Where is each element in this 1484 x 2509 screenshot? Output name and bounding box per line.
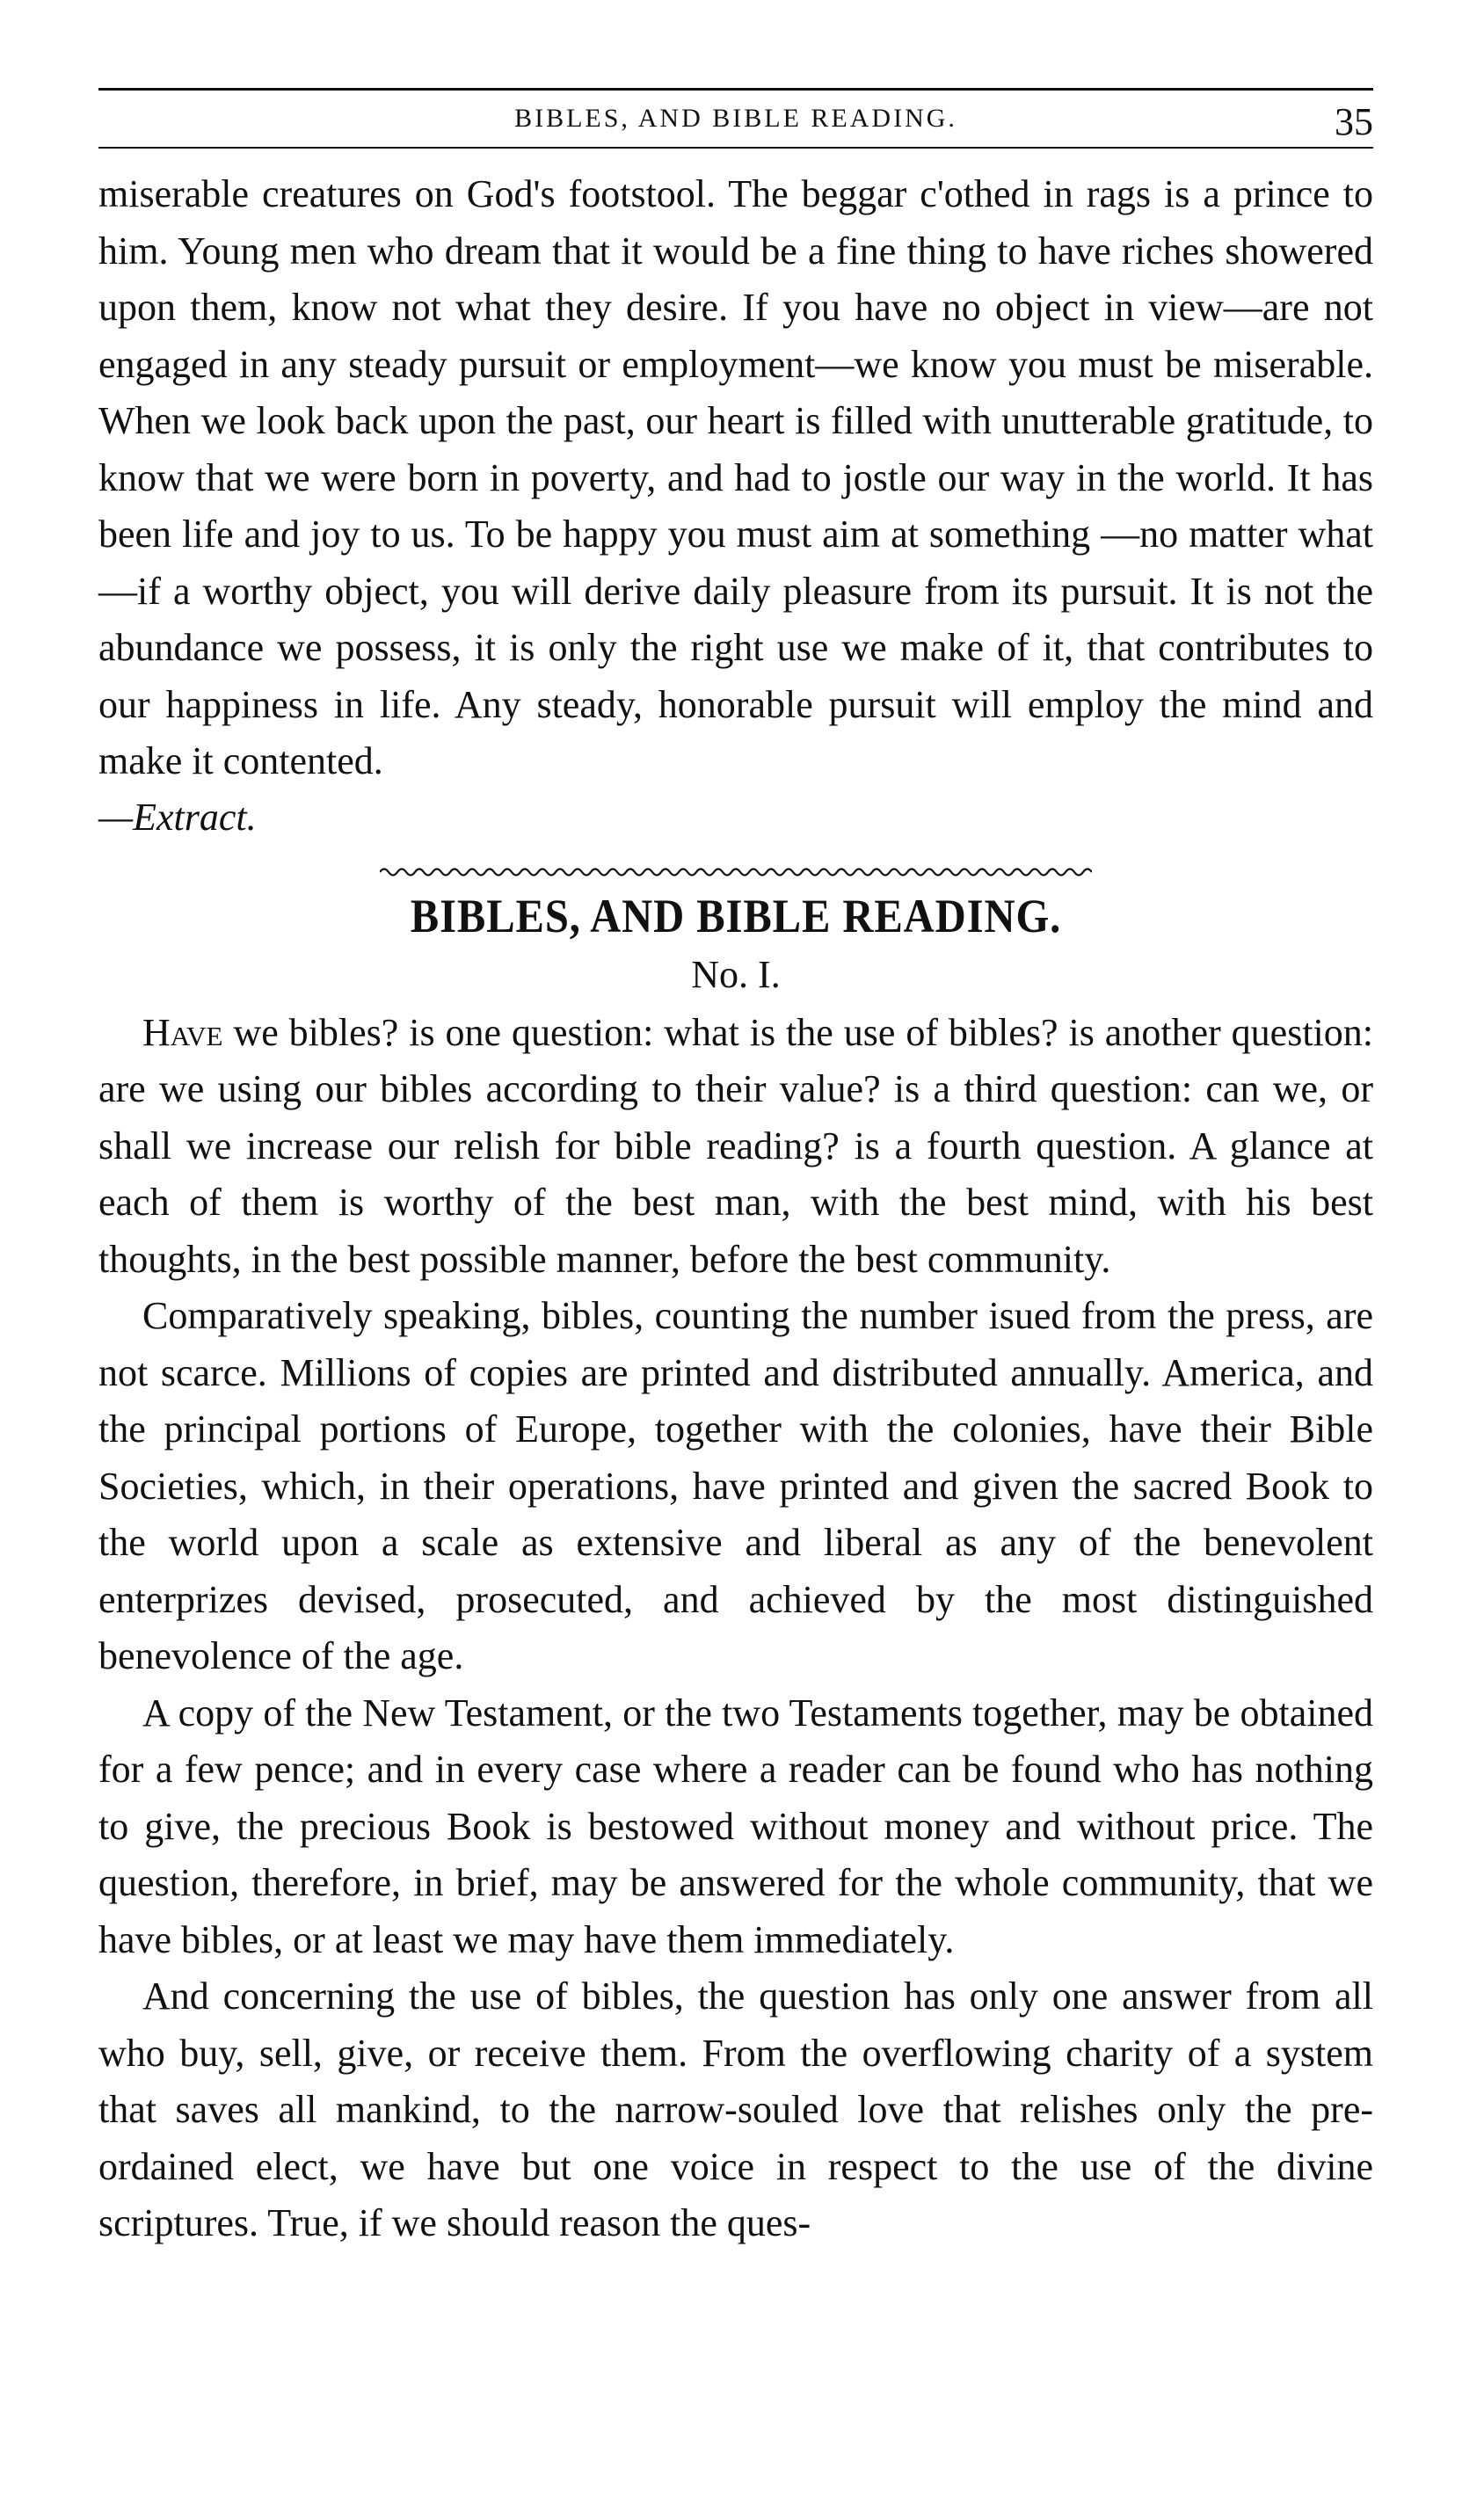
article-title: BIBLES, AND BIBLE READING. xyxy=(410,889,1062,942)
drop-word: Have xyxy=(142,1010,223,1054)
article-paragraph-2: Comparatively speaking, bibles, counting the number isued from the press, are not scarce. Millions of copies are printed and distributed annually. America, and the principal portions of Europe, together with the colonies, have their Bible Societies, which, in their operations, have printed and given the sacred Book to the world upon a scale as extensive and liberal as any of the benevolent enterprizes devised, prosecuted, and achieved by the most distinguished benevolence of the age. xyxy=(98,1294,1373,1677)
article-paragraph-1-text: we bibles? is one question: what is the use of bibles? is another question: are we using our bibles according to their value? is a third question: can we, or shall we increase our relish for bible reading? is a fourth question. A glance at each of them is worthy of the best man, with the best mind, with his best thoughts, in the best possible manner, before the best community. xyxy=(98,1010,1373,1281)
page-number: 35 xyxy=(1335,100,1373,143)
attribution: —Extract. xyxy=(98,795,257,839)
article-paragraph-3: A copy of the New Testament, or the two Testaments together, may be obtained for a few pence; and in every case where a reader can be found who has nothing to give, the precious Book is bestowed without money and without price. The question, therefore, in brief, may be answered for the whole community, that we have bibles, or at least we may have them immediately. xyxy=(98,1691,1373,1961)
article-number: No. I. xyxy=(691,952,781,996)
wavy-divider xyxy=(380,864,1092,880)
continued-paragraph: miserable creatures on God's footstool. The beggar c'othed in rags is a prince to him. Young men who dream that it would be a fine thing to have riches showered upon them, know not what they desire. If you have no object in view—are not engaged in any steady pursuit or employment—we know you must be miserable. When we look back upon the past, our heart is filled with unutterable gratitude, to know that we were born in poverty, and had to jostle our way in the world. It has been life and joy to us. To be happy you must aim at something —no matter what—if a worthy object, you will derive daily pleasure from its pursuit. It is not the abundance we possess, it is only the right use we make of it, that contributes to our happiness in life. Any steady, honorable pursuit will employ the mind and make it contented. xyxy=(98,172,1373,782)
running-title: BIBLES, AND BIBLE READING. xyxy=(514,104,957,133)
book-page xyxy=(98,88,1373,2252)
running-head xyxy=(98,91,1373,147)
article-paragraph-4: And concerning the use of bibles, the question has only one answer from all who buy, sell, give, or receive them. From the overflowing charity of a system that saves all mankind, to the narrow-souled love that relishes only the pre-ordained elect, we have but one voice in respect to the use of the divine scriptures. True, if we should reason the ques- xyxy=(98,1974,1373,2244)
article-paragraph-1 xyxy=(98,1005,1373,1289)
head-rule xyxy=(98,147,1373,149)
